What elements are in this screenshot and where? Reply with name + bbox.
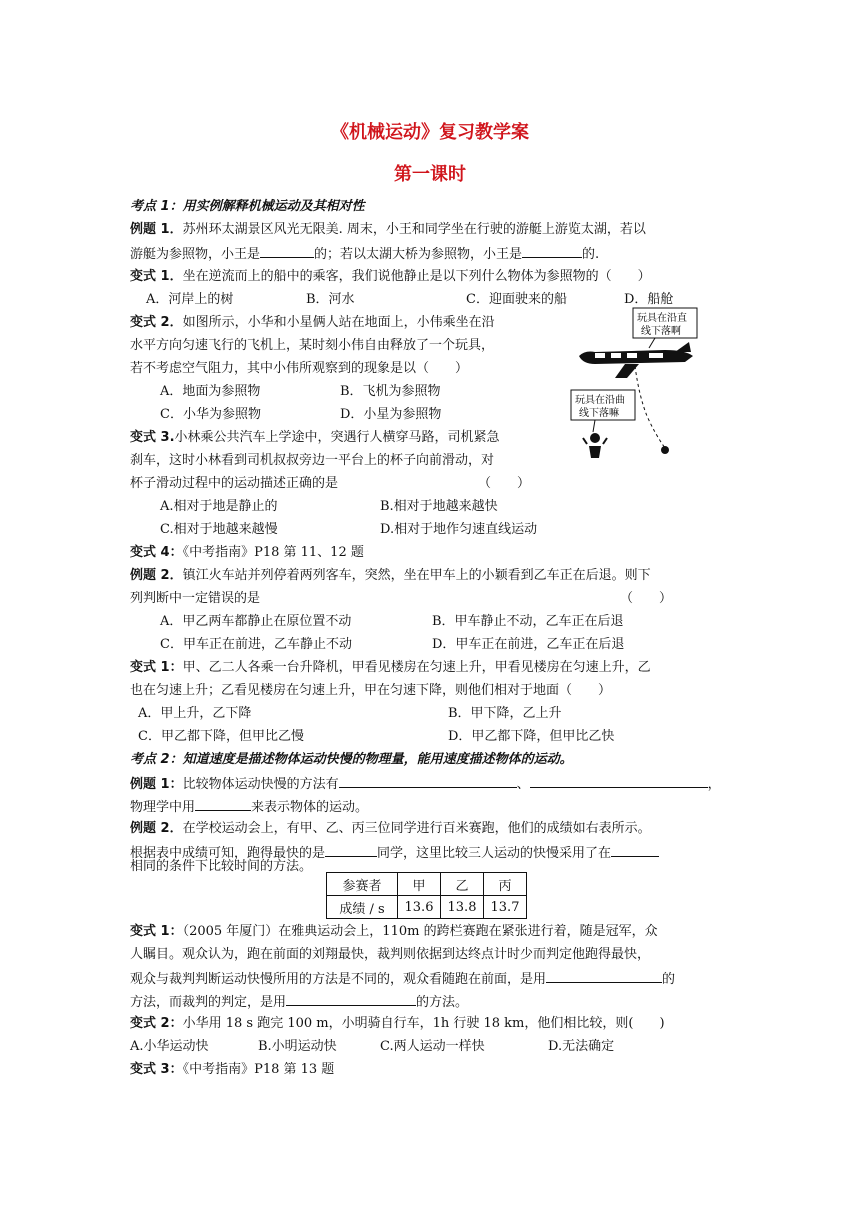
figure-label-top-1: 玩具在沿直: [637, 313, 687, 324]
airplane-toy-figure: [565, 306, 700, 466]
example-4-line-2: 根据表中成绩可知，跑得最快的是 同学，这里比较三人运动的快慢采用了在: [130, 843, 659, 863]
variant-2-line-2: 水平方向匀速飞行的飞机上，某时刻小伟自由释放了一个玩具，: [130, 338, 495, 353]
table-cell: 成绩 / s: [327, 896, 398, 919]
option-b: B．飞机为参照物: [340, 384, 441, 399]
variant-2-line-3: 若不考虑空气阻力，其中小伟所观察到的现象是以（ ）: [130, 361, 469, 376]
answer-blank[interactable]: [286, 992, 416, 1006]
person-icon: [583, 433, 607, 458]
airplane-illustration: [565, 306, 700, 466]
variant-1b-line-1: 变式 1：甲、乙二人各乘一台升降机，甲看见楼房在匀速上升，甲看见楼房在匀速上升，乙: [130, 660, 651, 675]
option-d: D.无法确定: [548, 1039, 615, 1054]
table-cell: 乙: [441, 873, 484, 896]
option-b: B．甲车静止不动，乙车正在后退: [432, 614, 624, 629]
answer-blank[interactable]: [611, 843, 659, 857]
option-b: B．河水: [306, 292, 355, 307]
page-subtitle: 第一课时: [394, 164, 466, 185]
section-heading-2: 考点 2：知道速度是描述物体运动快慢的物理量，能用速度描述物体的运动。: [130, 752, 573, 767]
table-cell: 13.6: [398, 896, 441, 919]
example-3-line-2: 物理学中用 来表示物体的运动。: [130, 797, 368, 817]
figure-label-top-2: 线下落啊: [641, 326, 681, 337]
option-a: A．地面为参照物: [160, 384, 261, 399]
option-a: A．甲乙两车都静止在原位置不动: [160, 614, 352, 629]
example-2-line-1: 例题 2．镇江火车站并列停着两列客车，突然，坐在甲车上的小颖看到乙车正在后退。则下: [130, 568, 651, 583]
example-2-line-2: 列判断中一定错误的是: [130, 591, 261, 606]
answer-blank[interactable]: [325, 843, 377, 857]
figure-label-bottom-2: 线下落嘛: [579, 408, 619, 419]
page-title: 《机械运动》复习教学案: [331, 122, 529, 143]
table-cell: 参赛者: [327, 873, 398, 896]
variant-5-line-3: 观众与裁判判断运动快慢所用的方法是不同的，观众看随跑在前面，是用 的: [130, 969, 675, 989]
answer-blank[interactable]: [546, 969, 662, 983]
option-a: A．河岸上的树: [146, 292, 234, 307]
table-row: [327, 896, 527, 919]
toy-fall-path: [635, 366, 665, 448]
section-heading-1: 考点 1：用实例解释机械运动及其相对性: [130, 199, 365, 214]
answer-blank[interactable]: [339, 774, 517, 788]
option-b: B.相对于地越来越快: [380, 499, 498, 514]
option-c: C.相对于地越来越慢: [160, 522, 278, 537]
option-b: B.小明运动快: [258, 1039, 337, 1054]
answer-blank[interactable]: [195, 797, 251, 811]
option-a: A.小华运动快: [130, 1039, 209, 1054]
answer-blank[interactable]: [522, 244, 582, 258]
figure-label-bottom-1: 玩具在沿曲: [575, 395, 625, 406]
variant-5-line-2: 人瞩目。观众认为，跑在前面的刘翔最快，裁判则依据到达终点计时少而判定他跑得最快，: [130, 947, 651, 962]
table-cell: 甲: [398, 873, 441, 896]
option-d: D.相对于地作匀速直线运动: [380, 522, 538, 537]
table-cell: 丙: [484, 873, 527, 896]
answer-parentheses: （ ）: [620, 591, 673, 606]
table-header-row: [327, 873, 527, 896]
option-d: D．船舱: [624, 292, 674, 307]
variant-5-line-1: 变式 1：（2005 年厦门）在雅典运动会上，110m 的跨栏赛跑在紧张进行着，随是冠军，众: [130, 924, 658, 939]
variant-3-line-3: 杯子滑动过程中的运动描述正确的是: [130, 476, 339, 491]
option-c: C．甲车正在前进，乙车静止不动: [160, 637, 352, 652]
toy-icon: [661, 446, 669, 454]
answer-parentheses: （ ）: [478, 476, 531, 491]
variant-2-line-1: 变式 2．如图所示，小华和小星俩人站在地面上，小伟乘坐在沿: [130, 315, 495, 330]
option-a: A．甲上升，乙下降: [138, 706, 252, 721]
option-c: C．小华为参照物: [160, 407, 261, 422]
option-c: C.两人运动一样快: [380, 1039, 485, 1054]
option-c: C．甲乙都下降，但甲比乙慢: [138, 729, 304, 744]
example-4-line-3: 相同的条件下比较时间的方法。: [130, 859, 313, 874]
variant-1b-line-2: 也在匀速上升；乙看见楼房在匀速上升，甲在匀速下降，则他们相对于地面（ ）: [130, 683, 612, 698]
table-cell: 13.8: [441, 896, 484, 919]
option-a: A.相对于地是静止的: [160, 499, 278, 514]
option-d: D．甲乙都下降，但甲比乙快: [448, 729, 615, 744]
example-3-line-1: 例题 1：比较物体运动快慢的方法有 、 ，: [130, 774, 721, 794]
variant-4: 变式 4：《中考指南》P18 第 11、12 题: [130, 545, 364, 560]
variant-7: 变式 3：《中考指南》P18 第 13 题: [130, 1062, 335, 1077]
answer-blank[interactable]: [260, 244, 314, 258]
example-4-line-1: 例题 2．在学校运动会上，有甲、乙、丙三位同学进行百米赛跑，他们的成绩如右表所示。: [130, 821, 651, 836]
example-1-line-2: 游艇为参照物，小王是 的；若以太湖大桥为参照物，小王是 的.: [130, 244, 599, 264]
table-cell: 13.7: [484, 896, 527, 919]
variant-3-line-2: 刹车，这时小林看到司机叔叔旁边一平台上的杯子向前滑动，对: [130, 453, 495, 468]
option-d: D．甲车正在前进，乙车正在后退: [432, 637, 625, 652]
variant-3-line-1: 变式 3.小林乘公共汽车上学途中，突遇行人横穿马路，司机紧急: [130, 430, 500, 445]
option-c: C．迎面驶来的船: [466, 292, 567, 307]
answer-blank[interactable]: [530, 774, 708, 788]
variant-6-question: 变式 2：小华用 18 s 跑完 100 m，小明骑自行车，1h 行驶 18 km，他们相比较，则( ): [130, 1016, 665, 1031]
option-b: B．甲下降，乙上升: [448, 706, 562, 721]
example-1-line-1: 例题 1．苏州环太湖景区风光无限美. 周末，小王和同学坐在行驶的游艇上游览太湖，若以: [130, 222, 646, 237]
variant-1-question: 变式 1．坐在逆流而上的船中的乘客，我们说他静止是以下列什么物体为参照物的（ ）: [130, 269, 651, 284]
race-results-table: [326, 872, 527, 919]
option-d: D．小星为参照物: [340, 407, 442, 422]
variant-5-line-4: 方法，而裁判的判定，是用 的方法。: [130, 992, 468, 1012]
